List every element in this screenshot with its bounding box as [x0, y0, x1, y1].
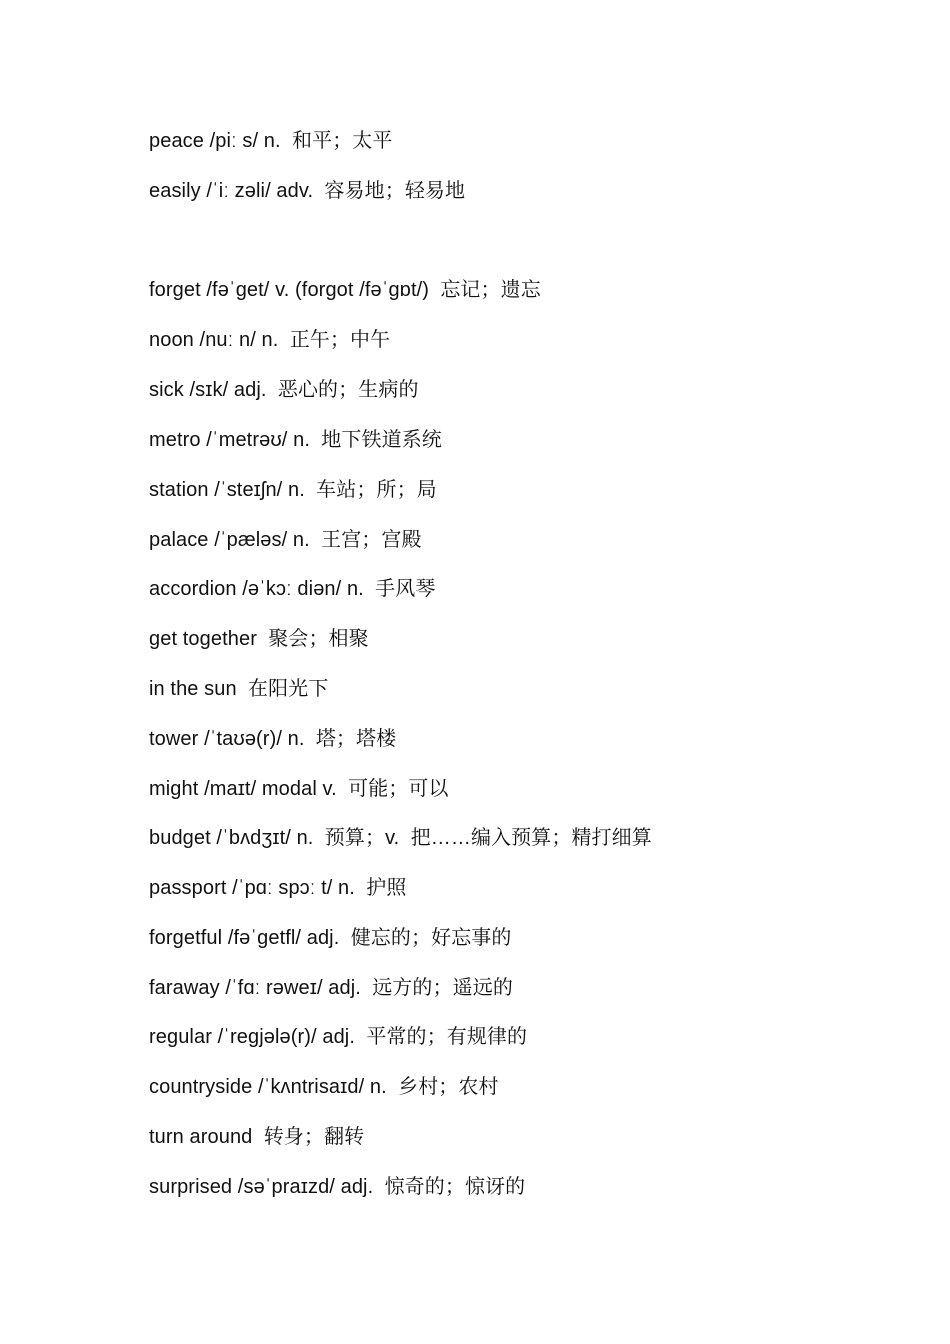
vocab-entry-sick: sick /sɪk/ adj. 恶心的；生病的 — [149, 379, 419, 401]
vocab-entry-palace: palace /ˈpæləs/ n. 王宫；宫殿 — [149, 529, 422, 551]
vocab-entry-accordion: accordion /əˈkɔː diən/ n. 手风琴 — [149, 578, 436, 600]
vocab-entry-noon: noon /nuː n/ n. 正午；中午 — [149, 329, 391, 351]
vocab-entry-easily: easily /ˈiː zəli/ adv. 容易地；轻易地 — [149, 180, 466, 202]
vocab-entry-surprised: surprised /səˈpraɪzd/ adj. 惊奇的；惊讶的 — [149, 1176, 526, 1198]
vocab-entry-faraway: faraway /ˈfɑː rəweɪ/ adj. 远方的；遥远的 — [149, 977, 513, 999]
vocab-entry-budget: budget /ˈbʌdʒɪt/ n. 预算；v. 把……编入预算；精打细算 — [149, 827, 652, 849]
vocab-entry-get-together: get together 聚会；相聚 — [149, 628, 369, 650]
vocab-entry-countryside: countryside /ˈkʌntrisaɪd/ n. 乡村；农村 — [149, 1076, 499, 1098]
vocab-entry-might: might /maɪt/ modal v. 可能；可以 — [149, 778, 449, 800]
vocab-entry-in-the-sun: in the sun 在阳光下 — [149, 678, 329, 700]
vocab-entry-passport: passport /ˈpɑː spɔː t/ n. 护照 — [149, 877, 407, 899]
vocab-entry-regular: regular /ˈreɡjələ(r)/ adj. 平常的；有规律的 — [149, 1026, 528, 1048]
vocab-entry-tower: tower /ˈtaʊə(r)/ n. 塔；塔楼 — [149, 728, 397, 750]
vocab-entry-metro: metro /ˈmetrəʊ/ n. 地下铁道系统 — [149, 429, 442, 451]
vocab-entry-peace: peace /piː s/ n. 和平；太平 — [149, 130, 393, 152]
vocab-entry-forget: forget /fəˈɡet/ v. (forgot /fəˈɡɒt/) 忘记；遗忘 — [149, 279, 541, 301]
vocab-entry-forgetful: forgetful /fəˈɡetfl/ adj. 健忘的；好忘事的 — [149, 927, 512, 949]
vocab-entry-station: station /ˈsteɪʃn/ n. 车站；所；局 — [149, 479, 437, 501]
vocab-entry-turn-around: turn around 转身；翻转 — [149, 1126, 365, 1148]
